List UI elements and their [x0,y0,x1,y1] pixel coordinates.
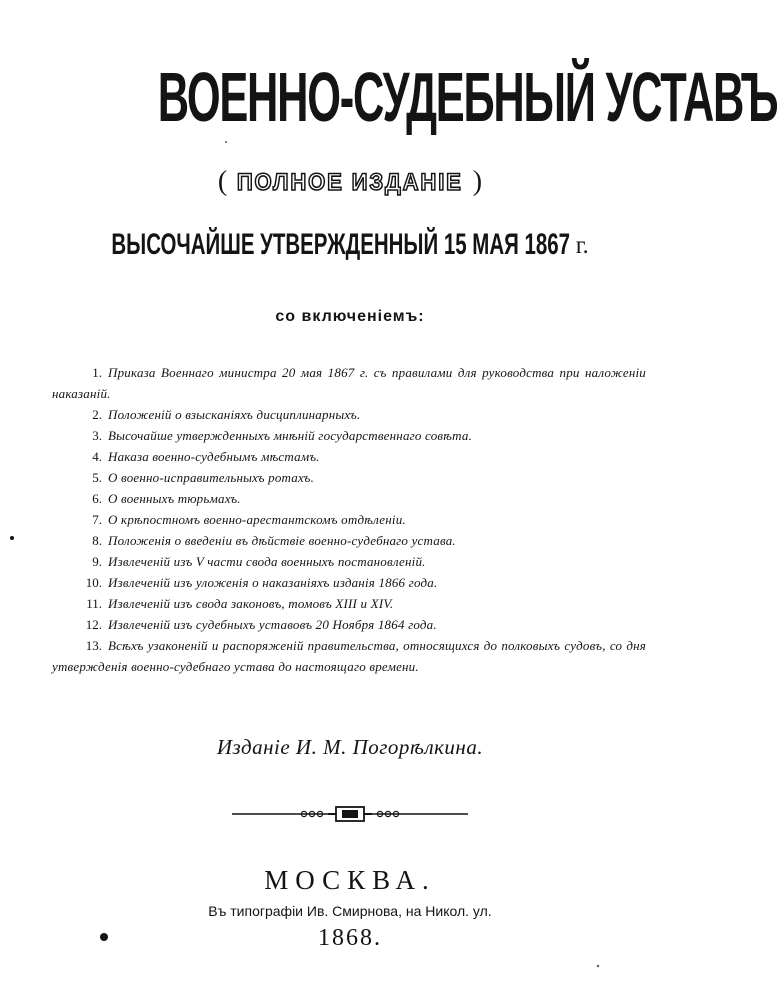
item-number: 10. [85,575,102,590]
item-text: Положенія о введеніи въ дѣйствіе военно-судебнаго устава. [108,533,456,548]
item-number: 12. [85,617,102,632]
list-item [52,593,646,614]
list-item [52,551,646,572]
item-number: 11. [86,596,102,611]
approval-suffix: г. [575,232,589,259]
list-item [52,572,646,593]
item-text: Извлеченій изъ свода законовъ, томовъ XIII и XIV. [108,596,394,611]
item-number: 7. [92,512,102,527]
item-number: 6. [92,491,102,506]
item-number: 1. [92,365,102,380]
item-text: О военныхъ тюрьмахъ. [108,491,241,506]
item-text: Положеній о взысканіяхъ дисциплинарныхъ. [108,407,361,422]
imprint-printer: Въ типографіи Ив. Смирнова, на Никол. ул. [208,903,492,919]
item-text: Извлеченій изъ уложенія о наказаніяхъ изданія 1866 года. [108,575,438,590]
item-number: 13. [85,638,102,653]
item-number: 2. [92,407,102,422]
item-text: Наказа военно-судебнымъ мѣстамъ. [108,449,320,464]
item-text: Высочайше утвержденныхъ мнѣній государственнаго совѣта. [108,428,473,443]
list-item [52,635,646,677]
imprint-city: МОСКВА. [264,865,436,895]
list-item [52,614,646,635]
item-number: 9. [92,554,102,569]
item-number: 3. [92,428,102,443]
inclusion-heading: со включеніемъ: [275,308,425,325]
item-text: Приказа Военнаго министра 20 мая 1867 г. съ правилами для руководства при наложеніи наказаній. [52,365,646,401]
list-item [52,404,646,425]
item-text: О крѣпостномъ военно-арестантскомъ отдѣленіи. [108,512,406,527]
ornament-divider-icon [232,806,468,822]
list-item [52,467,646,488]
item-number: 5. [92,470,102,485]
contents-list [52,362,646,677]
list-item [52,362,646,404]
item-text: Извлеченій изъ V части свода военныхъ постановленій. [108,554,426,569]
item-text: О военно-исправительныхъ ротахъ. [108,470,315,485]
list-item [52,446,646,467]
list-item [52,509,646,530]
list-item [52,425,646,446]
item-text: Всѣхъ узаконеній и распоряженій правительства, относящихся до полковыхъ судовъ, со дня утвержденія военно-судебнаго устава до настоящаго времени. [52,638,646,674]
main-title: ВОЕННО-СУДЕБНЫЙ УСТАВЪ [157,58,777,136]
edition-paren-open: ( [217,166,228,197]
edition-label: ПОЛНОЕ ИЗДАНІЕ [237,169,463,196]
imprint-year: 1868. [318,925,382,951]
edition-paren-close: ) [472,166,483,197]
item-text: Извлеченій изъ судебныхъ уставовъ 20 Ноября 1864 года. [108,617,437,632]
list-item [52,488,646,509]
item-number: 4. [92,449,102,464]
publisher-line: Изданіе И. М. Погорѣлкина. [216,735,484,759]
approval-line [62,226,639,266]
approval-text: ВЫСОЧАЙШЕ УТВЕРЖДЕННЫЙ 15 МАЯ 1867 [111,227,571,261]
item-number: 8. [92,533,102,548]
edition-line [140,162,560,203]
list-item [52,530,646,551]
